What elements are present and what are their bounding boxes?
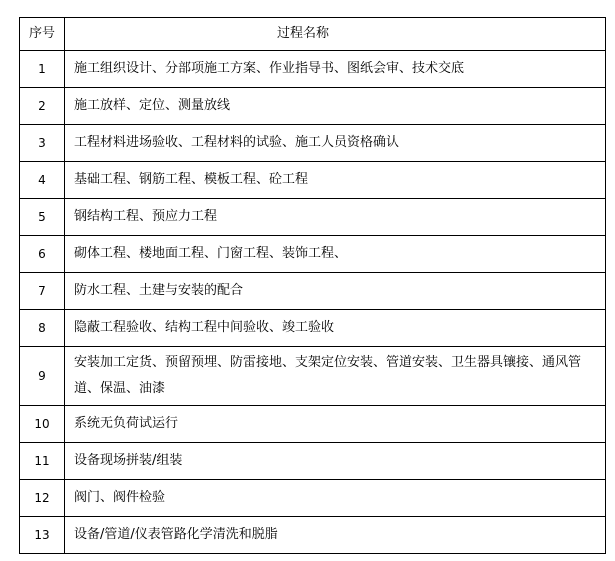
row-number: 9 <box>20 347 65 406</box>
process-name: 隐蔽工程验收、结构工程中间验收、竣工验收 <box>65 310 606 347</box>
table-row <box>20 236 606 273</box>
table-row <box>20 443 606 480</box>
process-table <box>19 17 606 554</box>
row-number: 13 <box>20 517 65 554</box>
table-row <box>20 162 606 199</box>
process-name: 系统无负荷试运行 <box>65 406 606 443</box>
row-number: 6 <box>20 236 65 273</box>
process-name: 基础工程、钢筋工程、模板工程、砼工程 <box>65 162 606 199</box>
header-number: 序号 <box>20 18 65 51</box>
process-name: 防水工程、土建与安装的配合 <box>65 273 606 310</box>
process-name: 设备/管道/仪表管路化学清洗和脱脂 <box>65 517 606 554</box>
process-name: 工程材料进场验收、工程材料的试验、施工人员资格确认 <box>65 125 606 162</box>
table-row <box>20 199 606 236</box>
row-number: 7 <box>20 273 65 310</box>
table-row <box>20 310 606 347</box>
row-number: 8 <box>20 310 65 347</box>
process-name: 设备现场拼装/组装 <box>65 443 606 480</box>
table-row <box>20 406 606 443</box>
process-name: 施工组织设计、分部项施工方案、作业指导书、图纸会审、技术交底 <box>65 51 606 88</box>
table-row <box>20 51 606 88</box>
row-number: 3 <box>20 125 65 162</box>
table-row <box>20 88 606 125</box>
table-row <box>20 347 606 406</box>
table-row <box>20 480 606 517</box>
table-row <box>20 273 606 310</box>
process-name: 阀门、阀件检验 <box>65 480 606 517</box>
process-name: 施工放样、定位、测量放线 <box>65 88 606 125</box>
header-process-name: 过程名称 <box>65 18 606 51</box>
row-number: 4 <box>20 162 65 199</box>
row-number: 1 <box>20 51 65 88</box>
row-number: 12 <box>20 480 65 517</box>
table-row <box>20 125 606 162</box>
row-number: 5 <box>20 199 65 236</box>
row-number: 2 <box>20 88 65 125</box>
process-name: 钢结构工程、预应力工程 <box>65 199 606 236</box>
process-name: 安装加工定货、预留预埋、防雷接地、支架定位安装、管道安装、卫生器具镶接、通风管道、保温、油漆 <box>65 347 606 406</box>
row-number: 10 <box>20 406 65 443</box>
table-row <box>20 517 606 554</box>
process-name: 砌体工程、楼地面工程、门窗工程、装饰工程、 <box>65 236 606 273</box>
table-header-row <box>20 18 606 51</box>
row-number: 11 <box>20 443 65 480</box>
